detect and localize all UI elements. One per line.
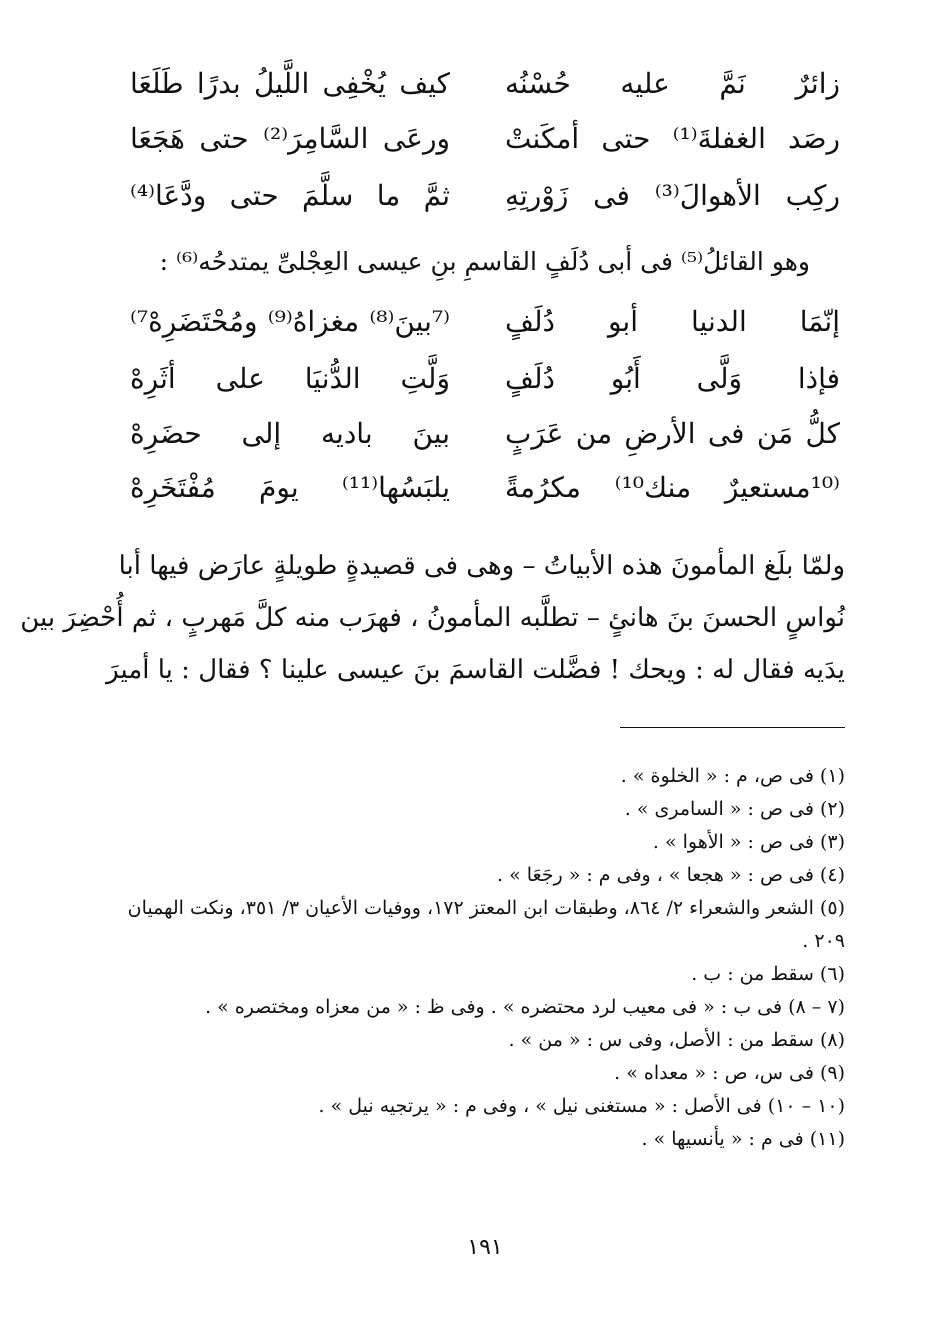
verse-second-hemistich: ⁽⁷بينَ⁽⁸⁾ مغزاهُ⁽⁹⁾ ومُحْتَضَرِهْ⁷⁾	[130, 304, 450, 338]
verse-line	[130, 462, 840, 512]
verse-second-hemistich: يلبَسُها⁽¹¹⁾ يومَ مُفْتَخَرِهْ	[130, 470, 450, 504]
footnote: (١٠ – ١٠) فى الأصل : « مستغنى نيل » ، وفى م : « يرتجيه نيل » .	[318, 1095, 845, 1117]
footnote: (٩) فى س، ص : « معداه » .	[614, 1062, 845, 1084]
footnote: (٤) فى ص : « هجعا » ، وفى م : « رجَعَا » .	[497, 864, 845, 886]
footnote-continuation: ٢٠٩ .	[802, 930, 845, 952]
prose-paragraph	[20, 540, 845, 696]
footnotes	[127, 760, 845, 1156]
verse-first-hemistich: ركِب الأهوالَ⁽³⁾ فى زَوْرتِهِ	[505, 178, 840, 212]
verse-first-hemistich: رصَد الغفلةَ⁽¹⁾ حتى أمكَنتْ	[505, 121, 840, 155]
verse-first-hemistich: فإذا وَلَّى أَبُو دُلَفٍ	[505, 361, 840, 395]
footnote: (٢) فى ص : « السامرى » .	[624, 798, 845, 820]
verse-first-hemistich: ⁽¹⁰مستعيرٌ منك¹⁰⁾ مكرُمةً	[505, 470, 840, 504]
page-number: ١٩١	[467, 1235, 503, 1260]
verse-line	[130, 58, 840, 108]
footnote: (١١) فى م : « يأنسيها » .	[641, 1128, 845, 1150]
verse-second-hemistich: ثمَّ ما سلَّمَ حتى ودَّعَا⁽⁴⁾	[130, 178, 450, 212]
prose-line: ولمّا بلَغ المأمونَ هذه الأبياتُ – وهى فى قصيدةٍ طويلةٍ عارَض فيها أبا	[118, 551, 845, 581]
verse-line	[130, 170, 840, 220]
footnote: (١) فى ص، م : « الخلوة » .	[620, 765, 845, 787]
verse-first-hemistich: زائرٌ نَمَّ عليه حُسْنُه	[505, 66, 840, 100]
footnote: (٧ – ٨) فى ب : « فى معيب لرد محتضره » . وفى ظ : « من معزاه ومختصره » .	[205, 996, 845, 1018]
verse-second-hemistich: كيف يُخْفِى اللَّيلُ بدرًا طَلَعَا	[130, 66, 450, 100]
verse-second-hemistich: وَلَّتِ الدُّنيَا على أثَرِهْ	[130, 361, 450, 395]
footnote: (٣) فى ص : « الأهوا » .	[652, 831, 845, 853]
verse-line	[130, 113, 840, 163]
prose-line: نُواسٍ الحسنَ بنَ هانئٍ – تطلَّبه المأمونُ ، فهرَب منه كلَّ مَهربٍ ، ثم أُحْضِرَ بين	[20, 603, 845, 633]
verse-second-hemistich: ورعَى السَّامِرَ⁽²⁾ حتى هَجَعَا	[130, 121, 450, 155]
footnote: (٦) سقط من : ب .	[691, 963, 845, 985]
verse-first-hemistich: كلُّ مَن فى الأرضِ من عَرَبٍ	[505, 416, 840, 450]
prose-line: يدَيه فقال له : ويحك ! فضَّلت القاسمَ بنَ عيسى علينا ؟ فقال : يا أميرَ	[106, 655, 845, 685]
verse-line	[130, 353, 840, 403]
verse-line	[130, 408, 840, 458]
verse-line	[130, 296, 840, 346]
footnote: (٨) سقط من : الأصل، وفى س : « من » .	[508, 1029, 845, 1051]
footnote-separator	[620, 727, 845, 728]
verse-first-hemistich: إنّمَا الدنيا أبو دُلَفٍ	[505, 304, 840, 338]
verse-second-hemistich: بينَ باديه إلى حضَرِهْ	[130, 416, 450, 450]
footnote: (٥) الشعر والشعراء ٢/ ٨٦٤، وطبقات ابن المعتز ١٧٢، ووفيات الأعيان ٣/ ٣٥١، ونكت الهميان	[127, 897, 845, 919]
intro-line: وهو القائلُ⁽⁵⁾ فى أبى دُلَفٍ القاسمِ بنِ عيسى العِجْلىِّ يمتدحُه⁽⁶⁾ :	[159, 247, 810, 276]
